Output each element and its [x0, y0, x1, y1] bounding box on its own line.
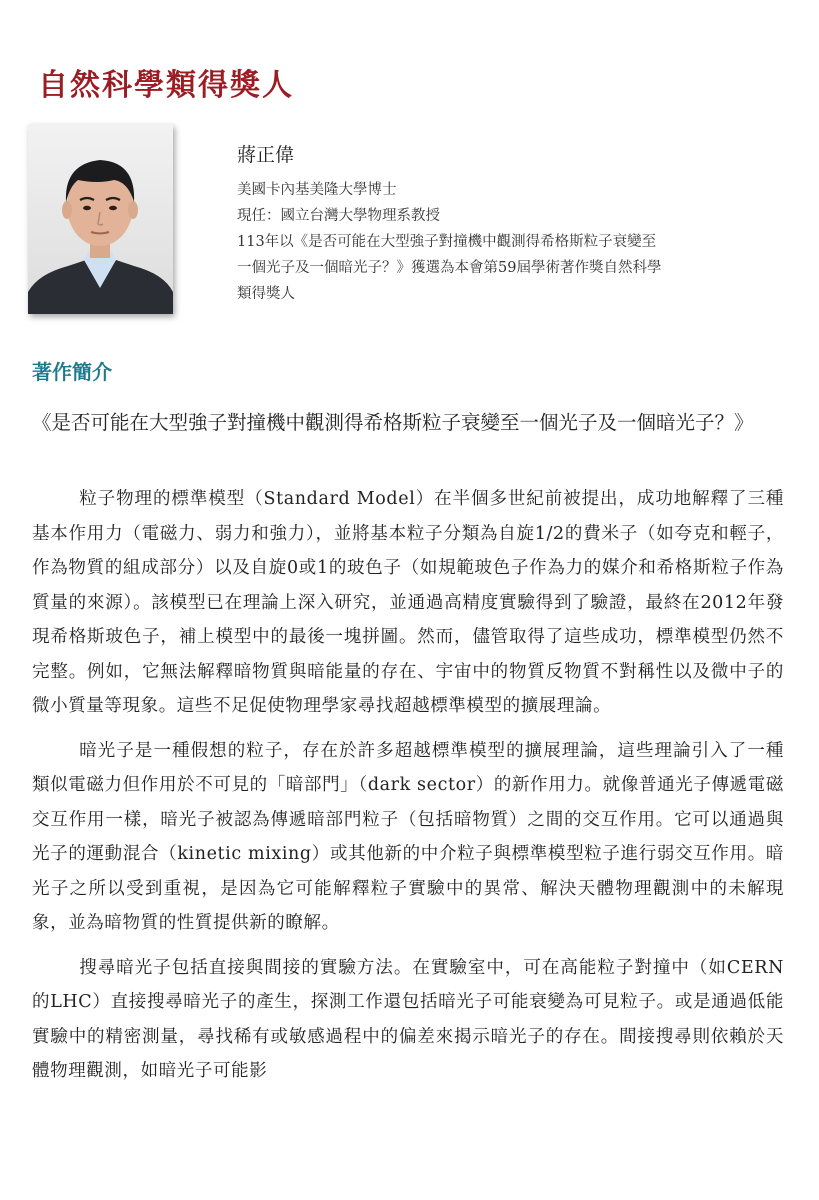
- author-degree: 美國卡內基美隆大學博士: [237, 182, 397, 198]
- paragraph: 粒子物理的標準模型（Standard Model）在半個多世紀前被提出，成功地解釋了三種基本作用力（電磁力、弱力和強力），並將基本粒子分類為自旋1/2的費米子（如夸克和輕子，作為物質的組成部分）以及自旋0或1的玻色子（如規範玻色子作為力的媒介和希格斯粒子作為質量的來源）。該模型已在理論上深入研究，並通過高精度實驗得到了驗證，最終在2012年發現希格斯玻色子，補上模型中的最後一塊拼圖。然而，儘管取得了這些成功，標準模型仍然不完整。例如，它無法解釋暗物質與暗能量的存在、宇宙中的物質反物質不對稱性以及微中子的微小質量等現象。這些不足促使物理學家尋找超越標準模型的擴展理論。: [32, 489, 784, 716]
- author-position: 現任：國立台灣大學物理系教授: [237, 208, 440, 224]
- award-line-1: 113年以《是否可能在大型強子對撞機中觀測得希格斯粒子衰變至: [237, 234, 657, 250]
- author-bio: [237, 140, 787, 307]
- author-name: 蔣正偉: [237, 144, 295, 166]
- work-title: 《是否可能在大型強子對撞機中觀測得希格斯粒子衰變至一個光子及一個暗光子？》: [32, 411, 754, 434]
- paragraph: 搜尋暗光子包括直接與間接的實驗方法。在實驗室中，可在高能粒子對撞中（如CERN的LHC）直接搜尋暗光子的產生，探測工作還包括暗光子可能衰變為可見粒子。或是通過低能實驗中的精密測量，尋找稀有或敏感過程中的偏差來揭示暗光子的存在。間接搜尋則依賴於天體物理觀測，如暗光子可能影: [32, 957, 784, 1081]
- author-photo: [28, 124, 173, 314]
- section-heading: 著作簡介: [32, 360, 112, 384]
- award-line-3: 類得獎人: [237, 286, 295, 302]
- page-heading: 自然科學類得獎人: [38, 68, 294, 103]
- award-line-2: 一個光子及一個暗光子？》獲選為本會第59屆學術著作獎自然科學: [237, 260, 662, 276]
- article-body: [32, 482, 784, 1099]
- paragraph: 暗光子是一種假想的粒子，存在於許多超越標準模型的擴展理論，這些理論引入了一種類似電磁力但作用於不可見的「暗部門」（dark sector）的新作用力。就像普通光子傳遞電磁交互作用一樣，暗光子被認為傳遞暗部門粒子（包括暗物質）之間的交互作用。它可以通過與光子的運動混合（kinetic mixing）或其他新的中介粒子與標準模型粒子進行弱交互作用。暗光子之所以受到重視，是因為它可能解釋粒子實驗中的異常、解決天體物理觀測中的未解現象，並為暗物質的性質提供新的瞭解。: [32, 740, 784, 933]
